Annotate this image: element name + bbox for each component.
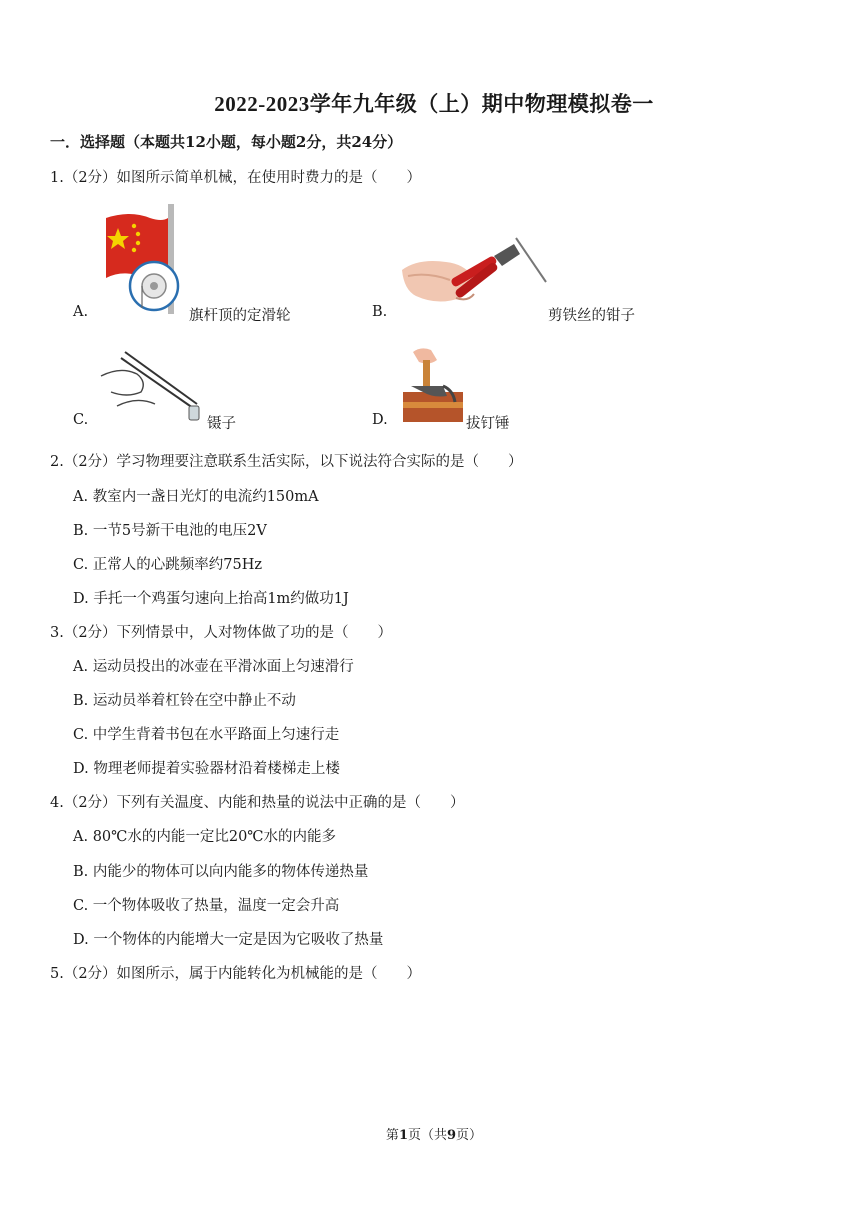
q1-option-c-label: 镊子	[207, 416, 236, 432]
question-1-stem: 1.（2分）如图所示简单机械，在使用时费力的是（ ）	[50, 170, 422, 186]
q1-option-a-label: 旗杆顶的定滑轮	[189, 308, 291, 324]
flagpole-pulley-image	[100, 204, 182, 314]
q4-option-a: A. 80℃水的内能一定比20℃水的内能多	[73, 829, 337, 845]
q3-option-b: B. 运动员举着杠铃在空中静止不动	[73, 693, 296, 709]
question-4-stem: 4.（2分）下列有关温度、内能和热量的说法中正确的是（ ）	[50, 795, 465, 811]
q1-option-b-label: 剪铁丝的钳子	[548, 308, 635, 324]
footer-page-number: 1	[398, 1128, 408, 1143]
q2-option-a: A. 教室内一盏日光灯的电流约150mA	[73, 489, 319, 505]
q1-option-a-letter: A.	[73, 304, 89, 320]
question-2-stem: 2.（2分）学习物理要注意联系生活实际，以下说法符合实际的是（ ）	[50, 454, 523, 470]
q3-option-d: D. 物理老师提着实验器材沿着楼梯走上楼	[73, 761, 340, 777]
tweezers-image	[97, 346, 209, 424]
q2-option-c: C. 正常人的心跳频率约75Hz	[73, 557, 263, 573]
q1-option-c-letter: C.	[73, 412, 89, 428]
footer-prefix: 第	[385, 1128, 399, 1143]
claw-hammer-image	[403, 346, 463, 422]
q4-option-b: B. 内能少的物体可以向内能多的物体传递热量	[73, 864, 369, 880]
q4-option-d: D. 一个物体的内能增大一定是因为它吸收了热量	[73, 932, 384, 948]
section-heading: 一．选择题（本题共12小题，每小题2分，共24分）	[50, 133, 403, 151]
q1-option-d-letter: D.	[372, 412, 388, 428]
page-title: 2022-2023学年九年级（上）期中物理模拟卷一	[214, 92, 654, 116]
q4-option-c: C. 一个物体吸收了热量，温度一定会升高	[73, 898, 340, 914]
q1-option-d-label: 拔钉锤	[466, 416, 510, 432]
footer-total-pages: 9	[447, 1128, 457, 1143]
question-3-stem: 3.（2分）下列情景中，人对物体做了功的是（ ）	[50, 625, 393, 641]
q3-option-c: C. 中学生背着书包在水平路面上匀速行走	[73, 727, 340, 743]
page-footer	[0, 1124, 868, 1143]
footer-mid: 页（共	[407, 1128, 447, 1143]
q3-option-a: A. 运动员投出的冰壶在平滑冰面上匀速滑行	[73, 659, 354, 675]
footer-suffix: 页）	[456, 1128, 483, 1143]
pliers-image	[398, 236, 548, 320]
question-5-stem: 5.（2分）如图所示，属于内能转化为机械能的是（ ）	[50, 966, 422, 982]
q1-option-b-letter: B.	[372, 304, 388, 320]
q2-option-b: B. 一节5号新干电池的电压2V	[73, 523, 267, 539]
q2-option-d: D. 手托一个鸡蛋匀速向上抬高1m约做功1J	[73, 591, 349, 607]
